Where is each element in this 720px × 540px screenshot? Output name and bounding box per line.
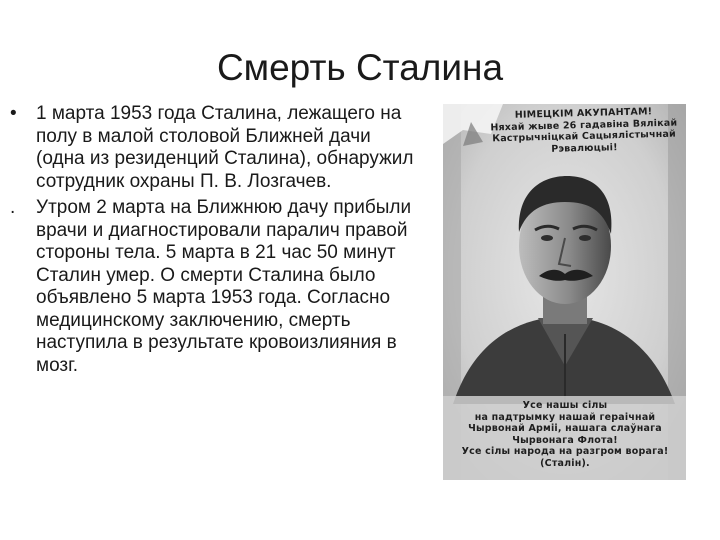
bullet-item — [10, 197, 420, 377]
bullet-marker: . — [10, 197, 16, 218]
propaganda-poster-image — [443, 104, 686, 480]
bullet-text: Утром 2 марта на Ближнюю дачу прибыли врачи и диагностировали паралич правой стороны тела. 5 марта в 21 час 50 минут Сталин умер. О смерти Сталина было объявлено 5 марта 1953 года. Согласно медицинскому заключению, смерть наступила в результате кровоизлияния в мозг. — [36, 197, 412, 376]
slide-title: Смерть Сталина — [216, 47, 504, 88]
bullet-item — [10, 103, 420, 193]
bullet-text: 1 марта 1953 года Сталина, лежащего на полу в малой столовой Ближней дачи (одна из резиденций Сталина), обнаружил сотрудник охраны П. В. Лозгачев. — [36, 103, 414, 192]
poster-slogan-top: НІМЕЦКІМ АКУПАНТАМ! Няхай жыве 26 гадавіна Вялікай Кастрычніцкай Сацыялістычнай Рэвалюцыі! — [490, 106, 678, 155]
bullet-marker: • — [10, 103, 17, 124]
poster-slogan-bottom: Усе нашы сілы на падтрымку нашай гераічнай Чырвонай Арміі, нашага слаўнага Чырвонага Флота! Усе сілы народа на разгром ворага! (Сталін). — [461, 400, 669, 469]
bullet-list — [10, 103, 420, 381]
